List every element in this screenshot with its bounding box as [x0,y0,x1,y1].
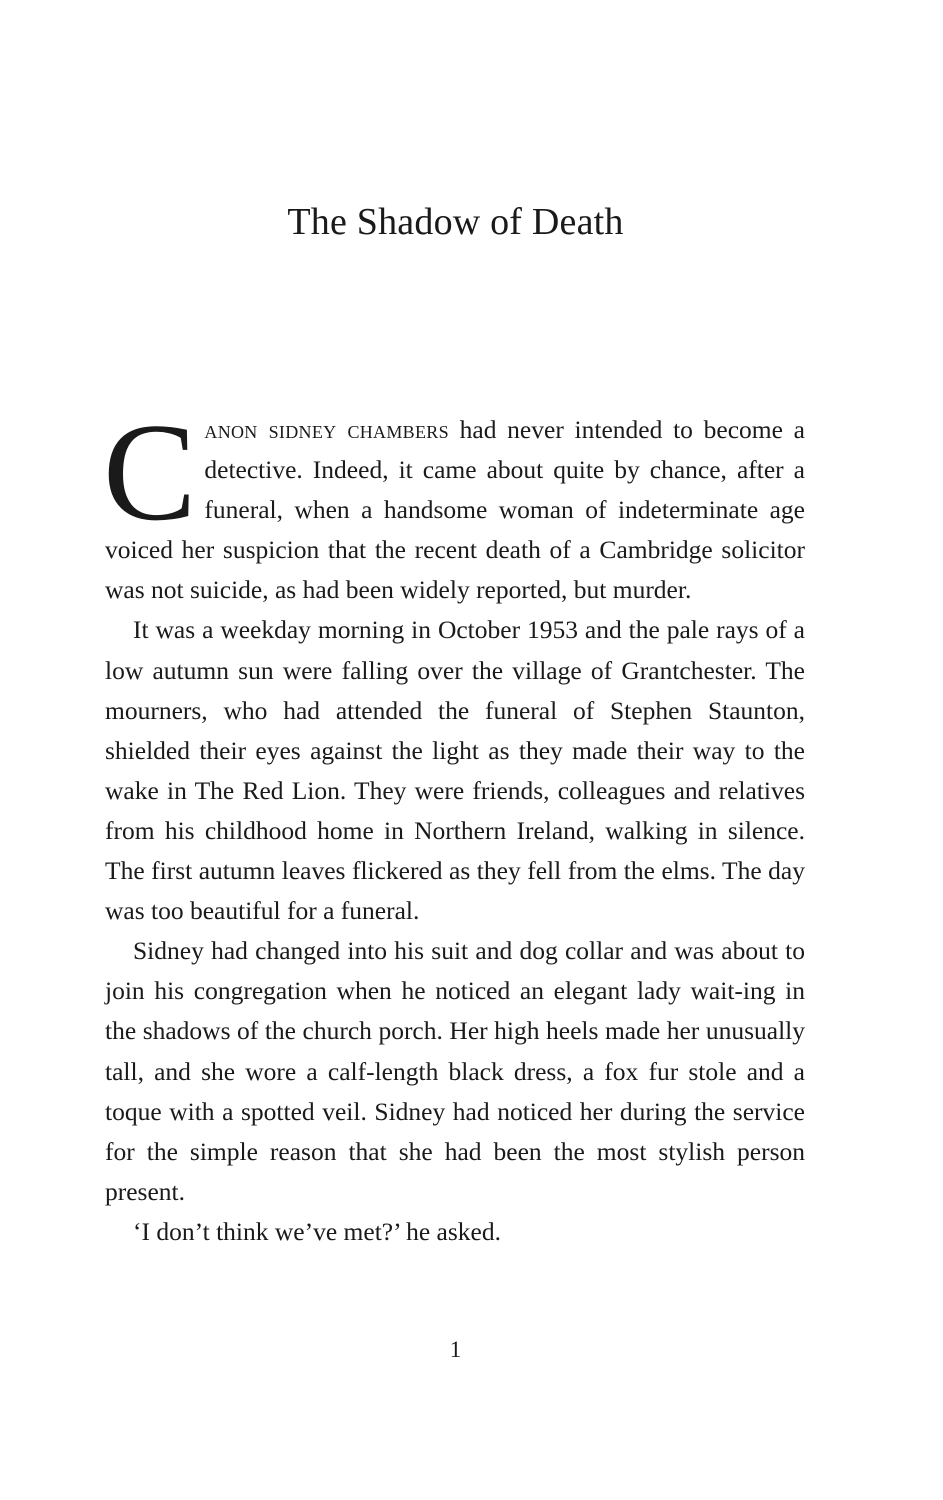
paragraph-3: Sidney had changed into his suit and dog collar and was about to join his congregation when he noticed an elegant lady wait-ing in the shadows of the church porch. Her high heels made her unusually tall, and she wore a calf-length black dress, a fox fur stole and a toque with a spotted veil. Sidney had noticed her during the service for the simple reason that she had been the most stylish person present. [105,936,805,1206]
paragraph-2: It was a weekday morning in October 1953 and the pale rays of a low autumn sun were falling over the village of Grantchester. The mourners, who had attended the funeral of Stephen Staunton, shielded their eyes against the light as they made their way to the wake in The Red Lion. They were friends, colleagues and relatives from his childhood home in Northern Ireland, walking in silence. The first autumn leaves flickered as they fell from the elms. The day was too beautiful for a funeral. [105,615,805,926]
opening-paragraph [103,395,805,610]
paragraph-4: ‘I don’t think we’ve met?’ he asked. [133,1216,501,1246]
page-number: 1 [449,1337,462,1362]
opening-small-caps: anon sidney chambers [204,415,449,444]
opening-text: had never intended to become a detective. Indeed, it came about quite by chance, after a funeral, when a handsome woman of indeterminate age voiced her suspicion that the recent death of a Cambridge solicitor was not suicide, as had been widely reported, but murder. [105,415,805,605]
body-text [103,395,805,1252]
chapter-title: The Shadow of Death [287,201,624,243]
drop-cap: C [103,395,197,550]
